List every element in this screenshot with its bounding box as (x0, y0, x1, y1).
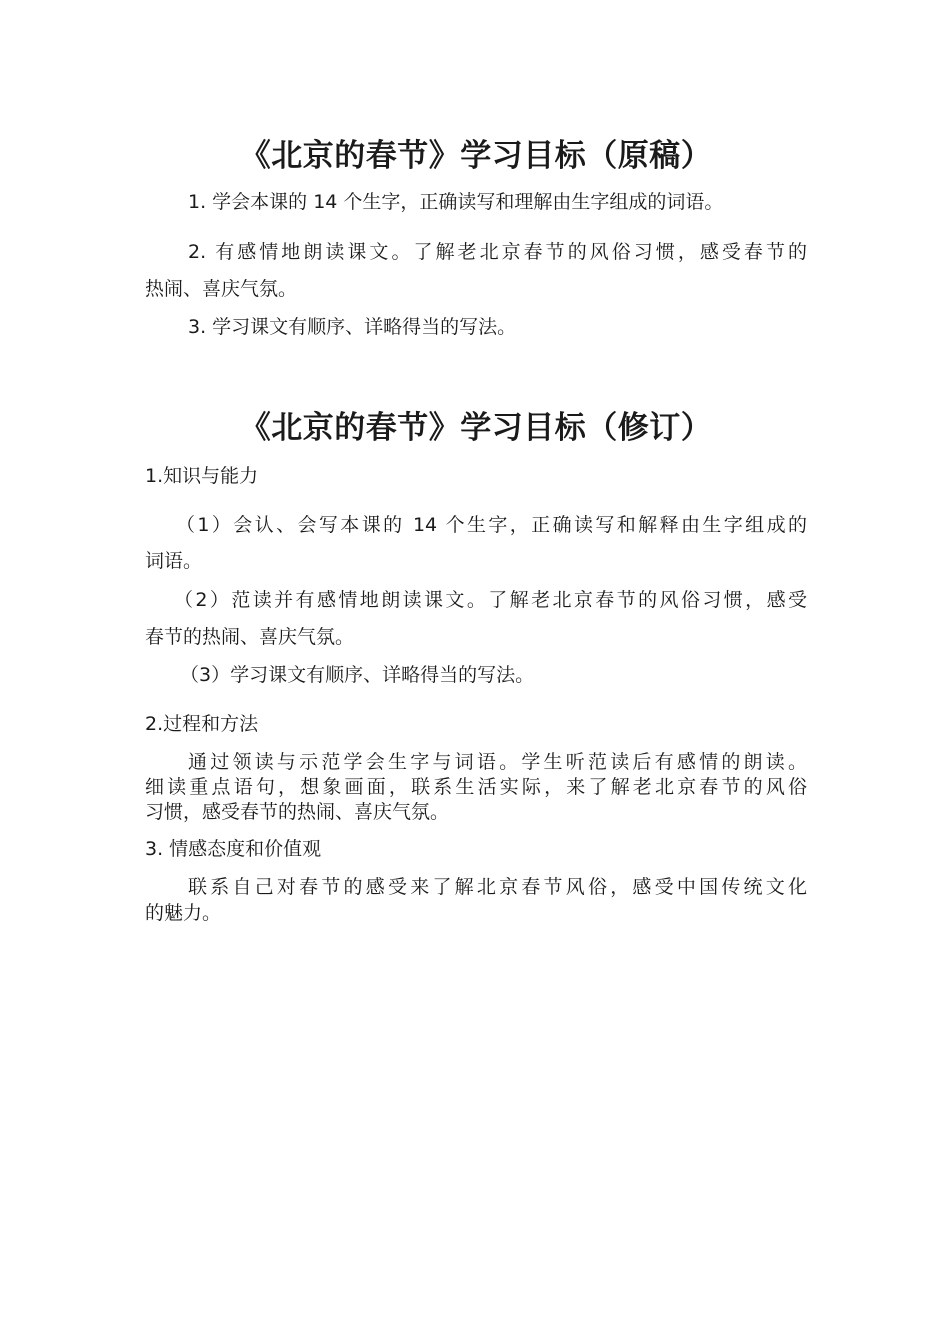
section-2-line-2: 细读重点语句，想象画面，联系生活实际，来了解老北京春节的风俗 (145, 776, 807, 798)
original-item-3: 3. 学习课文有顺序、详略得当的写法。 (188, 316, 517, 338)
revised-title: 《北京的春节》学习目标（修订） (239, 410, 713, 446)
section-1-item-1-line-1: （1）会认、会写本课的 14 个生字，正确读写和解释由生字组成的 (176, 514, 807, 536)
section-3-heading: 3. 情感态度和价值观 (145, 838, 322, 860)
section-1-heading: 1.知识与能力 (145, 465, 259, 487)
section-2-heading: 2.过程和方法 (145, 713, 259, 735)
section-3-line-2: 的魅力。 (145, 902, 222, 924)
section-1-item-2-line-2: 春节的热闹、喜庆气氛。 (145, 626, 355, 648)
original-item-1: 1. 学会本课的 14 个生字，正确读写和理解由生字组成的词语。 (188, 191, 724, 213)
section-1-item-2-line-1: （2）范读并有感情地朗读课文。了解老北京春节的风俗习惯，感受 (174, 589, 807, 611)
section-3-line-1: 联系自己对春节的感受来了解北京春节风俗，感受中国传统文化 (188, 876, 807, 898)
section-1-item-1-line-2: 词语。 (145, 550, 203, 572)
original-item-2-line-1: 2. 有感情地朗读课文。了解老北京春节的风俗习惯，感受春节的 (188, 241, 807, 263)
section-2-line-3: 习惯，感受春节的热闹、喜庆气氛。 (145, 801, 450, 823)
original-item-2-line-2: 热闹、喜庆气氛。 (145, 278, 298, 300)
section-2-line-1: 通过领读与示范学会生字与词语。学生听范读后有感情的朗读。 (188, 751, 807, 773)
section-1-item-3: （3）学习课文有顺序、详略得当的写法。 (180, 664, 535, 686)
original-title: 《北京的春节》学习目标（原稿） (239, 138, 713, 174)
